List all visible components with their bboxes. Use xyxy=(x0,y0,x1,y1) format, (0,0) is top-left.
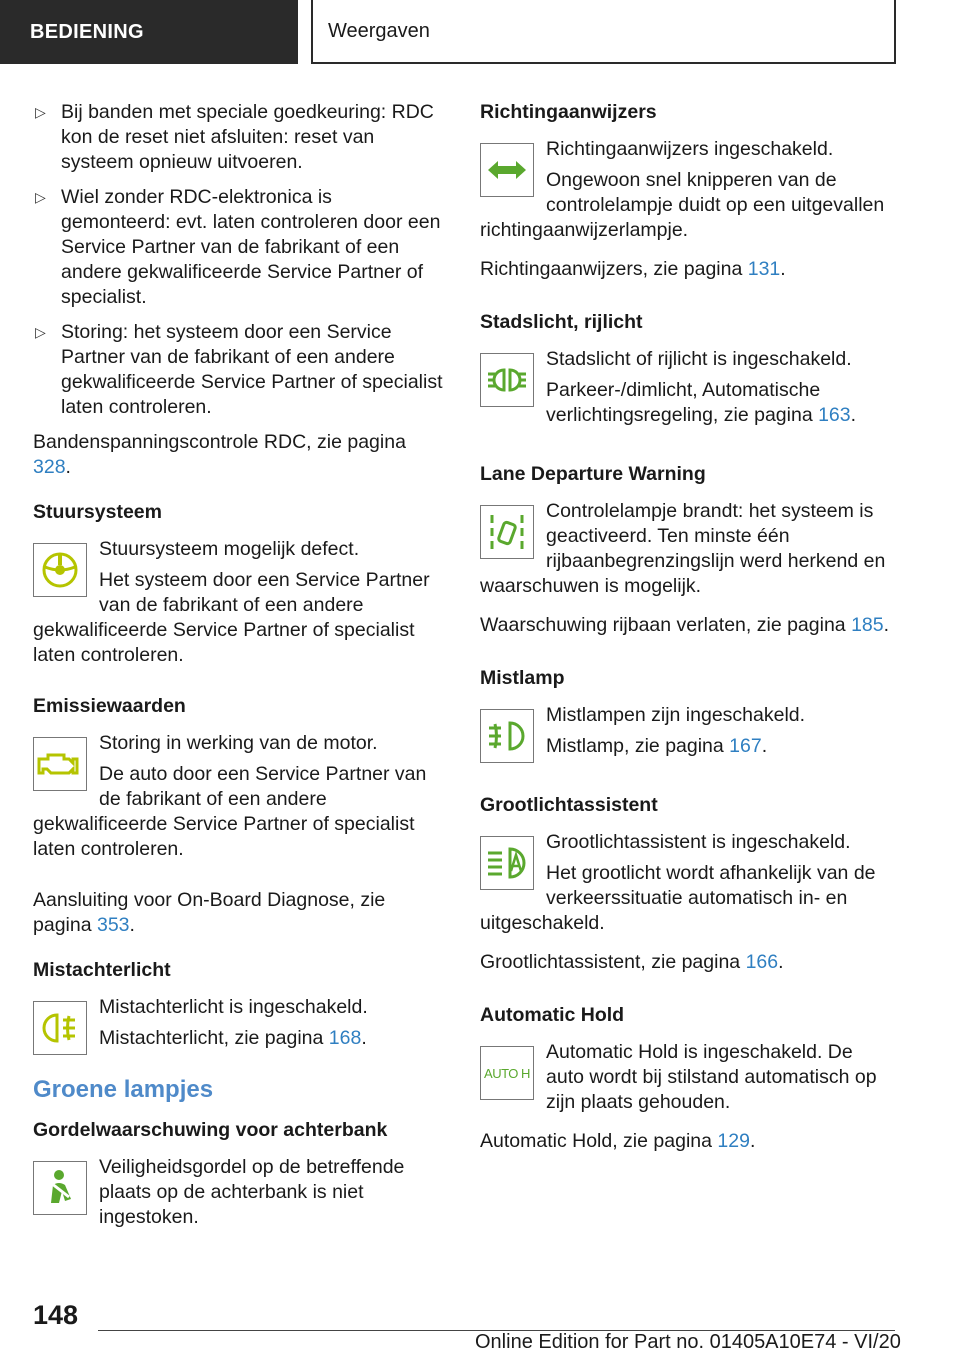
rdc-reference: Bandenspanningscontrole RDC, zie pagina 328. xyxy=(33,431,406,478)
mistlamp-heading: Mistlamp xyxy=(480,667,565,689)
triangle-bullet-icon: ▷ xyxy=(35,104,46,120)
engine-warning-icon xyxy=(33,737,87,791)
automatic-hold-reference: Automatic Hold, zie pagina 129. xyxy=(480,1130,756,1152)
mistlamp-entry: Mistlampen zijn ingeschakeld. Mistlamp, zie pagina 167. xyxy=(480,703,895,765)
richting-entry: Richtingaanwijzers ingeschakeld. Ongewoon snel knipperen van de controlelampje duidt op een uitgevallen richtingaanwijzerlampje. xyxy=(480,138,885,241)
triangle-bullet-icon: ▷ xyxy=(35,324,46,340)
grootlicht-heading: Grootlichtassistent xyxy=(480,794,658,816)
stadslicht-entry: Stadslicht of rijlicht is ingeschakeld. Parkeer-/dimlicht, Automatische verlichtingsregeling, zie pagina 163. xyxy=(480,347,895,434)
stadslicht-heading: Stadslicht, rijlicht xyxy=(480,311,643,333)
lane-departure-heading: Lane Departure Warning xyxy=(480,463,706,485)
gordel-entry: Veiligheidsgordel op de betreffende plaats op de achterbank is niet ingestoken. xyxy=(33,1155,445,1236)
list-item: ▷ Wiel zonder RDC-elektronica is gemonteerd: evt. laten controleren door een Service Partner van de fabrikant of een andere gekwalificeerde Service Partner of specialist. xyxy=(35,186,441,308)
stuursysteem-heading: Stuursysteem xyxy=(33,501,162,523)
steering-wheel-warning-icon xyxy=(33,543,87,597)
page-link-185[interactable]: 185 xyxy=(851,614,884,636)
lane-reference: Waarschuwing rijbaan verlaten, zie pagina 185. xyxy=(480,614,890,636)
page-header xyxy=(0,0,960,66)
lane-departure-entry: Controlelampje brandt: het systeem is geactiveerd. Ten minste één rijbaanbegrenzingslijn werd herkend en waarschuwen is mogelijk. xyxy=(480,500,886,597)
mistachterlicht-entry: Mistachterlicht is ingeschakeld. Mistachterlicht, zie pagina 168. xyxy=(33,995,445,1057)
page-number: 148 xyxy=(33,1300,79,1330)
mistachterlicht-heading: Mistachterlicht xyxy=(33,959,171,981)
auto-hold-icon: AUTO H xyxy=(480,1046,534,1100)
edition-label: Online Edition for Part no. 01405A10E74 - VI/20 xyxy=(475,1331,901,1353)
page-link-129[interactable]: 129 xyxy=(717,1130,750,1152)
page-link-167[interactable]: 167 xyxy=(729,735,762,757)
page-link-131[interactable]: 131 xyxy=(747,258,781,280)
page-link-163[interactable]: 163 xyxy=(818,404,851,426)
turn-signal-icon xyxy=(480,143,534,197)
list-item: ▷ Bij banden met speciale goedkeuring: RDC kon de reset niet afsluiten: reset van systeem opnieuw uitvoeren. xyxy=(35,101,434,173)
groene-lampjes-heading: Groene lampjes xyxy=(33,1076,214,1103)
chapter-title: Weergaven xyxy=(311,0,896,64)
left-column xyxy=(33,100,445,1256)
emissie-heading: Emissiewaarden xyxy=(33,695,186,717)
seatbelt-icon xyxy=(33,1161,87,1215)
obd-reference: Aansluiting voor On-Board Diagnose, zie pagina 353. xyxy=(33,889,386,936)
rear-fog-light-icon xyxy=(33,1001,87,1055)
section-label: BEDIENING xyxy=(0,0,298,64)
richting-reference: Richtingaanwijzers, zie pagina 131. xyxy=(480,258,786,280)
fog-light-icon xyxy=(480,709,534,763)
automatic-hold-entry: AUTO H Automatic Hold is ingeschakeld. De auto wordt bij stilstand automatisch op zijn plaats gehouden. xyxy=(480,1040,895,1121)
automatic-hold-heading: Automatic Hold xyxy=(480,1004,625,1026)
triangle-bullet-icon: ▷ xyxy=(35,189,46,205)
page-link-166[interactable]: 166 xyxy=(745,951,779,973)
grootlicht-entry: Grootlichtassistent is ingeschakeld. Het grootlicht wordt afhankelijk van de verkeerssituatie automatisch in- en uitgeschakeld. xyxy=(480,831,876,934)
page-link-168[interactable]: 168 xyxy=(328,1027,362,1049)
high-beam-assistant-icon xyxy=(480,836,534,890)
list-item: ▷ Storing: het systeem door een Service Partner van de fabrikant of een andere gekwalificeerde Service Partner of specialist laten controleren. xyxy=(35,321,443,418)
right-column xyxy=(480,100,895,1174)
richting-heading: Richtingaanwijzers xyxy=(480,101,657,123)
parking-light-icon xyxy=(480,353,534,407)
gordel-heading: Gordelwaarschuwing voor achterbank xyxy=(33,1119,388,1141)
page-link-353[interactable]: 353 xyxy=(96,914,130,936)
lane-departure-icon xyxy=(480,505,534,559)
page-link-328[interactable]: 328 xyxy=(33,456,66,478)
emissie-entry: Storing in werking van de motor. De auto door een Service Partner van de fabrikant of een andere gekwalificeerde Service Partner of specialist laten controleren. xyxy=(33,732,427,860)
grootlicht-reference: Grootlichtassistent, zie pagina 166. xyxy=(480,951,784,973)
stuursysteem-entry: Stuursysteem mogelijk defect. Het systeem door een Service Partner van de fabrikant of een andere gekwalificeerde Service Partner of specialist laten controleren. xyxy=(33,538,430,666)
